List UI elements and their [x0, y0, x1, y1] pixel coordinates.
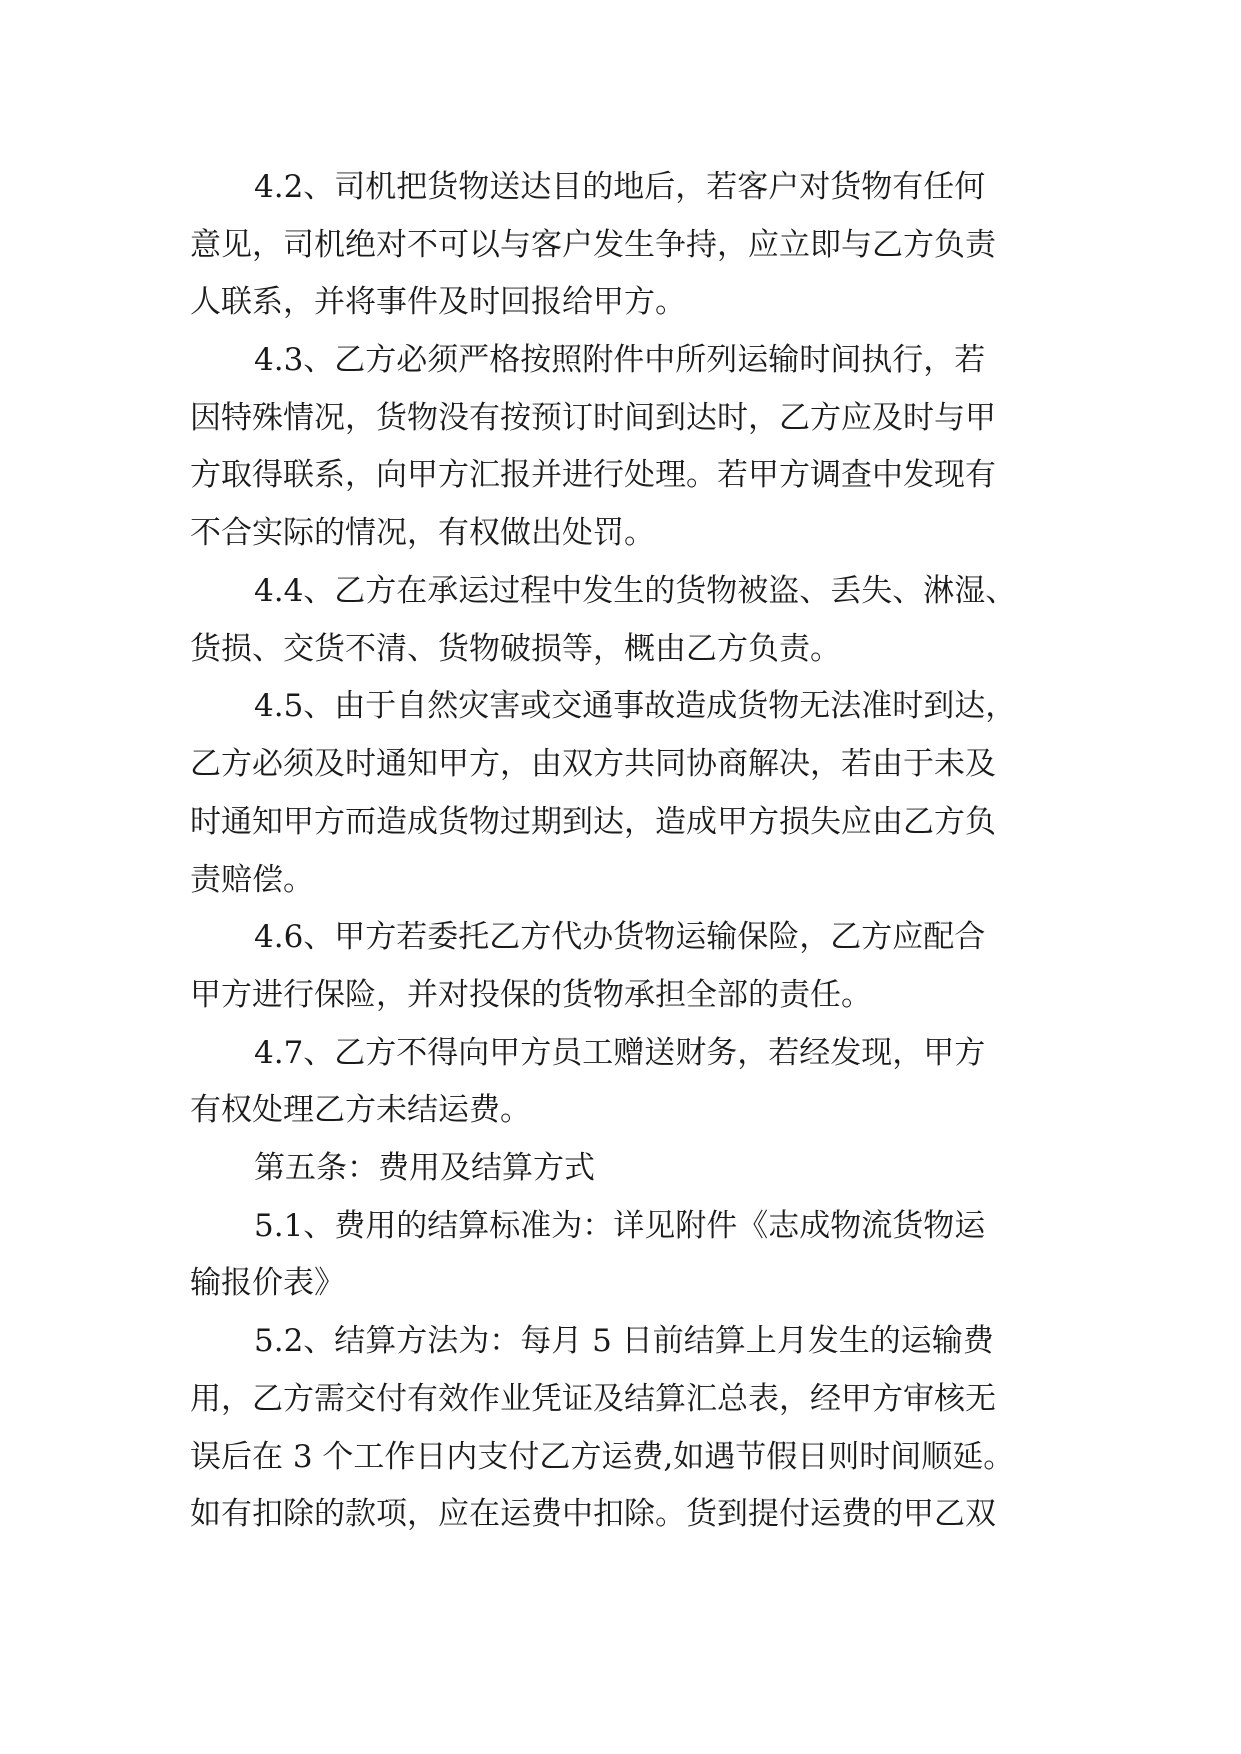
clause-5-2-line-2: 用，乙方需交付有效作业凭证及结算汇总表，经甲方审核无	[190, 1381, 996, 1417]
clause-4-5-line-2: 乙方必须及时通知甲方，由双方共同协商解决，若由于未及	[190, 746, 996, 782]
clause-4-6-line-1: 4.6、甲方若委托乙方代办货物运输保险，乙方应配合	[254, 919, 986, 955]
clause-4-2-line-2: 意见，司机绝对不可以与客户发生争持，应立即与乙方负责	[190, 227, 996, 263]
clause-4-5-line-3: 时通知甲方而造成货物过期到达，造成甲方损失应由乙方负	[190, 804, 996, 840]
clause-5-2-line-1: 5.2、结算方法为：每月 5 日前结算上月发生的运输费	[254, 1323, 994, 1359]
clause-5-1-line-2: 输报价表》	[190, 1265, 345, 1301]
clause-4-2-line-3: 人联系，并将事件及时回报给甲方。	[190, 284, 686, 320]
clause-4-3-line-3: 方取得联系，向甲方汇报并进行处理。若甲方调查中发现有	[190, 457, 996, 493]
clause-4-7-line-2: 有权处理乙方未结运费。	[190, 1092, 531, 1128]
clause-4-5-line-1: 4.5、由于自然灾害或交通事故造成货物无法准时到达，	[254, 688, 1017, 724]
clause-5-2-line-4: 如有扣除的款项，应在运费中扣除。货到提付运费的甲乙双	[190, 1496, 996, 1532]
clause-4-4-line-2: 货损、交货不清、货物破损等，概由乙方负责。	[190, 631, 841, 667]
clause-4-5-line-4: 责赔偿。	[190, 862, 314, 898]
clause-5-1-line-1: 5.1、费用的结算标准为：详见附件《志成物流货物运	[254, 1208, 986, 1244]
clause-4-3-line-4: 不合实际的情况，有权做出处罚。	[190, 515, 655, 551]
clause-4-4-line-1: 4.4、乙方在承运过程中发生的货物被盗、丢失、淋湿、	[254, 573, 1017, 609]
clause-4-7-line-1: 4.7、乙方不得向甲方员工赠送财务，若经发现，甲方	[254, 1035, 986, 1071]
section-5-heading: 第五条：费用及结算方式	[254, 1150, 595, 1186]
clause-4-6-line-2: 甲方进行保险，并对投保的货物承担全部的责任。	[190, 977, 872, 1013]
clause-4-3-line-1: 4.3、乙方必须严格按照附件中所列运输时间执行，若	[254, 342, 986, 378]
clause-4-3-line-2: 因特殊情况，货物没有按预订时间到达时，乙方应及时与甲	[190, 400, 996, 436]
clause-4-2-line-1: 4.2、司机把货物送达目的地后，若客户对货物有任何	[254, 169, 986, 205]
clause-5-2-line-3: 误后在 3 个工作日内支付乙方运费,如遇节假日则时间顺延。	[190, 1439, 1015, 1475]
